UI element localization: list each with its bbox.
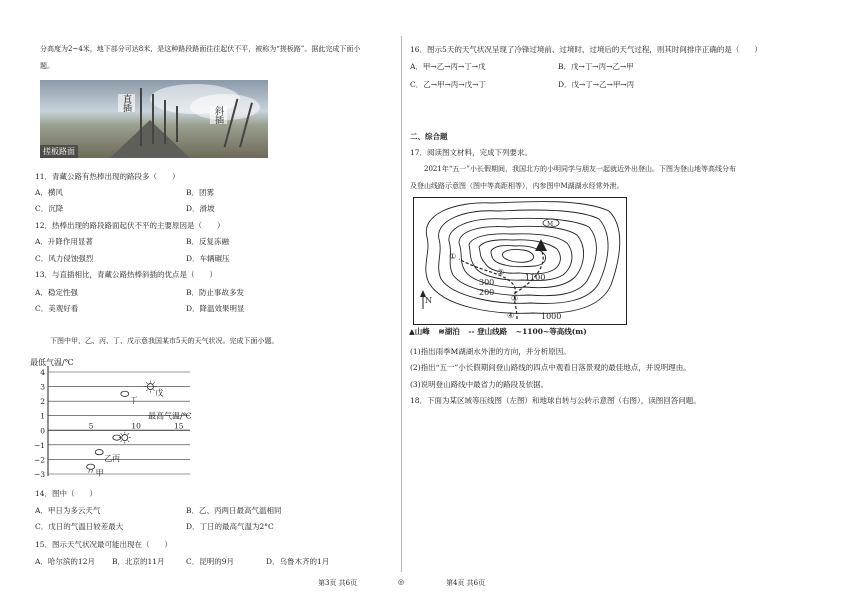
photo-label-vertical: 直插 [118, 94, 135, 112]
q14-option-b: B．乙、丙两日最高气温相同 [186, 506, 282, 515]
q17-text-line-1: 2021年“五一”小长假期间，我国北方的小明同学与朋友一起就近外出登山。下图为登山地等高线分布 [424, 165, 736, 173]
q14-option-c: C．戊日的气温日较差最大 [35, 522, 124, 531]
sun-ray [121, 433, 122, 434]
q11-option-b: B．团雾 [186, 188, 215, 197]
right-page-footer: 第4页 共6页 [446, 579, 486, 587]
temperature-chart [30, 356, 230, 480]
q18-stem: 18．下面为某区域等压线图（左图）和地球自转与公转示意图（右图），读图回答问题。 [410, 396, 701, 405]
q13-option-a: A．稳定性强 [35, 288, 78, 297]
q15-option-a: A．哈尔滨的12月 [35, 557, 95, 566]
contour-label-1000: 1000 [541, 312, 562, 321]
rain-drop [92, 470, 93, 473]
q16-option-d: D．戊→丁→乙→甲→丙 [558, 80, 635, 89]
contour-label-200: 200 [479, 288, 495, 297]
contour-label-1100: 1100 [525, 273, 546, 282]
center-binding-mark: ◎ [398, 578, 405, 586]
route-point-2: ② [497, 268, 505, 277]
svg-text:M: M [547, 221, 554, 228]
x-tick-label: 10 [131, 421, 141, 431]
q12-option-d: D．车辆碾压 [186, 254, 230, 263]
q14-option-a: A．甲日为多云天气 [35, 506, 101, 515]
sun-ray [146, 389, 147, 390]
y-tick-label: 3 [40, 382, 45, 392]
y-tick-label: −3 [33, 470, 45, 479]
legend-peak: ▲山峰 [409, 327, 430, 336]
q11-option-a: A．横风 [35, 188, 63, 197]
route-point-4: ④ [507, 311, 515, 320]
legend-contour: ~1100~等高线(m) [515, 327, 587, 336]
q15-option-b: B．北京的11月 [112, 557, 165, 566]
q12-option-a: A．升降作用显著 [35, 237, 93, 246]
rain-drop [89, 470, 90, 473]
sun-ray [128, 433, 129, 434]
contour-map [413, 197, 627, 325]
intro-weather: 下图中甲、乙、丙、丁、戊示意我国某市5天的天气状况。完成下面小题。 [50, 337, 279, 345]
column-divider [401, 36, 402, 572]
x-tick-label: 15 [174, 421, 184, 431]
q17-sub-1: (1)指出雨季M湖湖水外泄的方向，并分析原因。 [410, 347, 571, 356]
q16-stem: 16．图示5天的天气状况呈现了冷锋过境前、过境时、过境后的天气过程，则其时间排序正确的是（ ） [410, 45, 762, 54]
q11-option-c: C．沉降 [35, 204, 64, 213]
y-tick-label: 4 [40, 368, 45, 377]
photo-label-slant: 斜插 [210, 106, 227, 124]
sun-ray [121, 440, 122, 441]
q12-option-c: C．风力侵蚀强烈 [35, 254, 94, 263]
y-tick-label: 0 [40, 426, 45, 436]
contour-label-300: 300 [479, 278, 495, 287]
q11-option-d: D．滑坡 [186, 204, 215, 213]
q17-stem: 17．阅读图文材料，完成下列要求。 [410, 148, 533, 157]
point-label: 戊 [155, 388, 164, 398]
q12-option-b: B．反复冻融 [186, 237, 230, 246]
q11-stem: 11．青藏公路有热棒出现的路段多（ ） [35, 172, 180, 181]
q16-option-b: B．戊→丁→丙→乙→甲 [558, 62, 634, 71]
route-point-3: ③ [511, 294, 519, 303]
photo-caption: 搓板路面 [40, 145, 78, 158]
point-label: 甲 [95, 468, 104, 478]
map-legend [409, 326, 593, 337]
q12-stem: 12．热棒出现的路段路面起伏不平的主要原因是（ ） [35, 221, 225, 230]
intro-text-line-2: 题。 [40, 62, 54, 70]
intro-text-line-1: 分高度为2~4米，地下部分可达8米，是这种路段路面往往起伏不平，被称为“搓板路”。据此完成下面小 [40, 45, 361, 53]
y-tick-label: 1 [40, 411, 45, 421]
north-label: N [425, 296, 432, 305]
q14-option-d: D．丁日的最高气温为2°C [186, 522, 274, 531]
q13-stem: 13．与直插相比，青藏公路热棒斜插的优点是（ ） [35, 270, 218, 279]
x-axis-label: 最高气温/℃ [148, 411, 192, 421]
legend-lake: ≋湖泊 [438, 327, 460, 336]
q16-option-a: A．甲→乙→丙→丁→戊 [410, 62, 486, 71]
q15-stem: 15．图示天气状况最可能出现在（ ） [35, 540, 173, 549]
section-title: 二、综合题 [410, 132, 448, 141]
q17-text-line-2: 及登山线路示意图（图中等高距相等），内参图中M湖湖水经常外泄。 [410, 182, 624, 190]
x-tick-label: 5 [88, 421, 94, 431]
y-tick-label: −2 [33, 455, 45, 465]
cloud-icon [121, 391, 129, 396]
q17-sub-2: (2)指出“五一”小长假期间登山路线的四点中观看日落景观的最佳地点，并说明理由。 [410, 363, 691, 372]
sun-ray [128, 440, 129, 441]
route-point-1: ① [449, 252, 457, 261]
heat-rod-photo [40, 80, 268, 158]
q13-option-d: D．降温效果明显 [186, 304, 245, 313]
sun-ray [153, 382, 154, 383]
q13-option-b: B．防止事故多发 [186, 288, 245, 297]
left-page-footer: 第3页 共6页 [318, 579, 358, 587]
q14-stem: 14．图中（ ） [35, 489, 98, 498]
cloud-icon [95, 450, 103, 455]
y-tick-label: 2 [40, 397, 45, 407]
legend-route: -- 登山线路 [468, 327, 508, 336]
sun-ray [146, 382, 147, 383]
point-label: 丁 [129, 395, 138, 405]
q16-option-c: C．乙→甲→丙→戊→丁 [410, 80, 486, 89]
sun-icon [122, 435, 128, 441]
q13-option-c: C．美观好看 [35, 304, 79, 313]
q15-option-d: D．乌鲁木齐的1月 [266, 557, 330, 566]
q17-sub-3: (3)说明登山路线中最省力的路段及依据。 [410, 380, 549, 389]
cloud-icon [87, 464, 95, 469]
y-tick-label: −1 [33, 440, 45, 450]
y-axis-label: 最低气温/℃ [30, 358, 74, 367]
point-label: 乙丙 [104, 454, 121, 464]
q15-option-c: C．昆明的9月 [186, 557, 235, 566]
